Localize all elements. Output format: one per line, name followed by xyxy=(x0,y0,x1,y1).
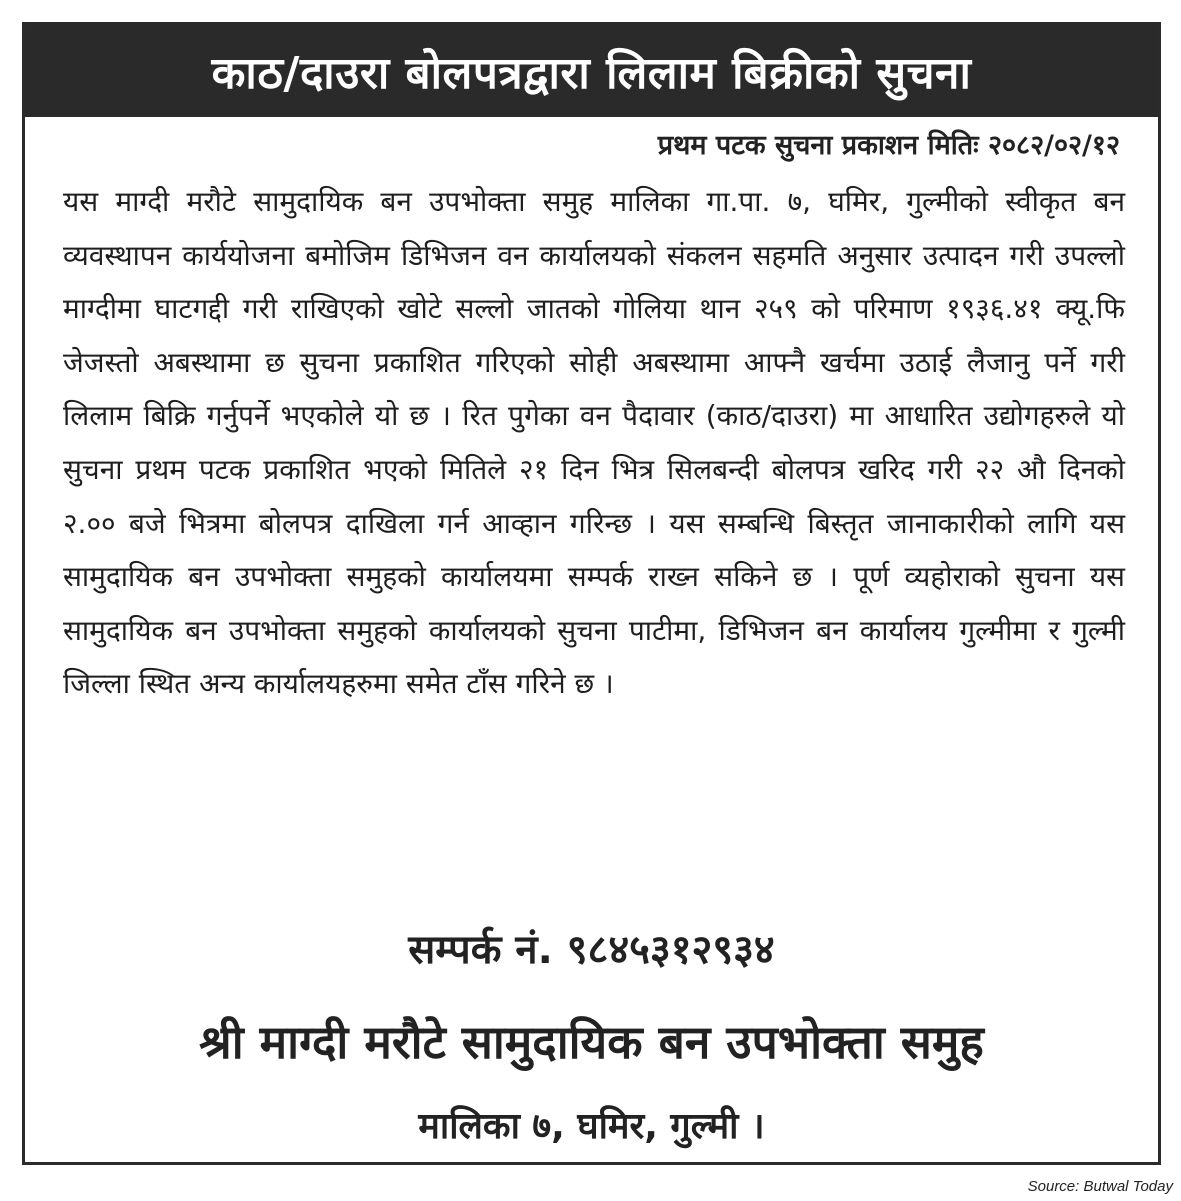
source-credit: Source: Butwal Today xyxy=(1027,1178,1173,1195)
publication-date: प्रथम पटक सुचना प्रकाशन मितिः २०८२/०२/१२ xyxy=(657,130,1120,161)
notice-box xyxy=(22,22,1161,1165)
notice-title: काठ/दाउरा बोलपत्रद्वारा लिलाम बिक्रीको सुचना xyxy=(211,48,972,99)
contact-number: सम्पर्क नं. ९८४५३१२९३४ xyxy=(408,927,775,973)
title-bar xyxy=(25,25,1158,117)
notice-body: यस माग्दी मरौटे सामुदायिक बन उपभोक्ता समुह मालिका गा.पा. ७, घमिर, गुल्मीको स्वीकृत बन व्यवस्थापन कार्ययोजना बमोजिम डिभिजन वन कार्यालयको संकलन सहमति अनुसार उत्पादन गरी उपल्लो माग्दीमा घाटगद्दी गरी राखिएको खोटे सल्लो जातको गोलिया थान २५९ को परिमाण १९३६.४१ क्यू.फि जेजस्तो अबस्थामा छ सुचना प्रकाशित गरिएको सोही अबस्थामा आफ्नै खर्चमा उठाई लैजानु पर्ने गरी लिलाम बिक्रि गर्नुपर्ने भएकोले यो छ । रित पुगेका वन पैदावार (काठ/दाउरा) मा आधारित उद्योगहरुले यो सुचना प्रथम पटक प्रकाशित भएको मितिले २१ दिन भित्र सिलबन्दी बोलपत्र खरिद गरी २२ औ दिनको २.०० बजे भित्रमा बोलपत्र दाखिला गर्न आव्हान गरिन्छ । यस सम्बन्धि बिस्तृत जानाकारीको लागि यस सामुदायिक बन उपभोक्ता समुहको कार्यालयमा सम्पर्क राख्न सकिने छ । पूर्ण व्यहोराको सुचना यस सामुदायिक बन उपभोक्ता समुहको कार्यालयको सुचना पाटीमा, डिभिजन बन कार्यालय गुल्मीमा र गुल्मी जिल्ला स्थित अन्य कार्यालयहरुमा समेत टाँस गरिने छ । xyxy=(63,185,1125,701)
organization-address: मालिका ७, घमिर, गुल्मी । xyxy=(418,1106,765,1147)
organization-name: श्री माग्दी मरौटे सामुदायिक बन उपभोक्ता समुह xyxy=(199,1015,984,1069)
